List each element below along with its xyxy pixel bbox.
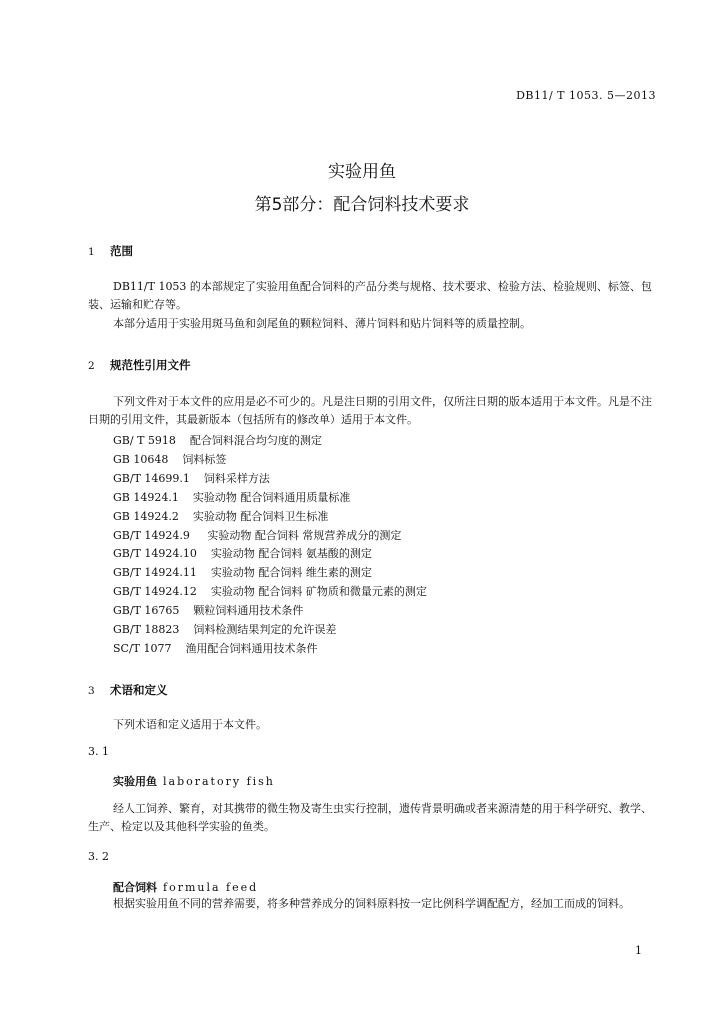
term-chinese: 实验用鱼 (113, 775, 157, 788)
reference-code: GB/T 14924.12 (113, 585, 197, 599)
reference-code: GB/ T 5918 (113, 434, 176, 447)
reference-code: GB/T 14699.1 (113, 471, 190, 485)
terms-intro: 下列术语和定义适用于本文件。 (113, 718, 267, 731)
reference-code: GB/T 14924.10 (113, 547, 197, 561)
section-2-heading (88, 357, 191, 373)
section-title: 术语和定义 (110, 683, 168, 697)
reference-item (113, 527, 427, 546)
page-number: 1 (635, 944, 642, 957)
reference-item (113, 621, 427, 640)
section-number: 3 (88, 685, 95, 697)
section-number: 1 (88, 246, 95, 258)
reference-item (113, 564, 427, 583)
reference-title: 实验动物 配合饲料 常规营养成分的测定 (207, 528, 402, 542)
reference-item (113, 545, 427, 564)
document-title: 实验用鱼 (328, 162, 396, 182)
term-chinese: 配合饲料 (113, 881, 157, 894)
reference-list (113, 432, 427, 659)
section-1-heading (88, 243, 133, 259)
reference-item (113, 508, 427, 527)
term-number: 3. 1 (88, 745, 109, 758)
section-title: 范围 (110, 244, 134, 258)
reference-title: 饲料采样方法 (203, 471, 270, 485)
term-english: laboratory fish (163, 775, 275, 788)
reference-item (113, 602, 427, 621)
reference-item (113, 432, 427, 451)
reference-item (113, 640, 427, 659)
reference-title: 实验动物 配合饲料 矿物质和微量元素的测定 (210, 585, 427, 599)
document-code: DB11/ T 1053. 5—2013 (516, 89, 656, 102)
term-number: 3. 2 (88, 850, 109, 863)
term-entry (113, 773, 275, 789)
term-definition: 根据实验用鱼不同的营养需要，将多种营养成分的饲料原料按一定比例科学调配配方，经加工而成的饲料。 (113, 897, 630, 910)
reference-title: 渔用配合饲料通用技术条件 (185, 641, 318, 655)
document-subtitle: 第5部分：配合饲料技术要求 (254, 195, 470, 215)
reference-title: 实验动物 配合饲料卫生标准 (192, 509, 329, 523)
reference-title: 实验动物 配合饲料通用质量标准 (192, 490, 351, 504)
reference-code: GB/T 16765 (113, 604, 180, 618)
references-intro: 下列文件对于本文件的应用是必不可少的。凡是注日期的引用文件，仅所注日期的版本适用于本文件。凡是不注日期的引用文件，其最新版本（包括所有的修改单）适用于本文件。 (88, 395, 652, 426)
reference-title: 饲料检测结果判定的允许误差 (193, 623, 337, 637)
reference-title: 颗粒饲料通用技术条件 (193, 604, 304, 618)
reference-item (113, 489, 427, 508)
section-title: 规范性引用文件 (110, 358, 191, 372)
term-english: formula feed (163, 881, 259, 894)
reference-title: 实验动物 配合饲料 维生素的测定 (210, 566, 372, 580)
reference-code: GB/T 14924.9 (113, 528, 190, 542)
reference-code: GB 10648 (113, 452, 169, 466)
scope-paragraph-2: 本部分适用于实验用斑马鱼和剑尾鱼的颗粒饲料、薄片饲料和贴片饲料等的质量控制。 (113, 317, 531, 330)
reference-code: SC/T 1077 (113, 641, 172, 655)
reference-title: 配合饲料混合均匀度的测定 (189, 434, 322, 447)
reference-code: GB 14924.1 (113, 490, 179, 504)
reference-item (113, 451, 427, 470)
reference-item (113, 470, 427, 489)
reference-code: GB 14924.2 (113, 509, 179, 523)
scope-paragraph-1: DB11/T 1053 的本部规定了实验用鱼配合饲料的产品分类与规格、技术要求、检验方法、检验规则、标签、包装、运输和贮存等。 (88, 280, 652, 311)
term-definition: 经人工饲养、繁育，对其携带的微生物及寄生虫实行控制，遗传背景明确或者来源清楚的用于科学研究、教学、生产、检定以及其他科学实验的鱼类。 (88, 802, 652, 833)
reference-title: 饲料标签 (182, 452, 227, 466)
reference-code: GB/T 14924.11 (113, 566, 197, 580)
reference-title: 实验动物 配合饲料 氨基酸的测定 (210, 547, 372, 561)
section-number: 2 (88, 360, 95, 372)
reference-code: GB/T 18823 (113, 623, 180, 637)
reference-item (113, 583, 427, 602)
term-entry (113, 879, 258, 895)
section-3-heading (88, 682, 168, 698)
